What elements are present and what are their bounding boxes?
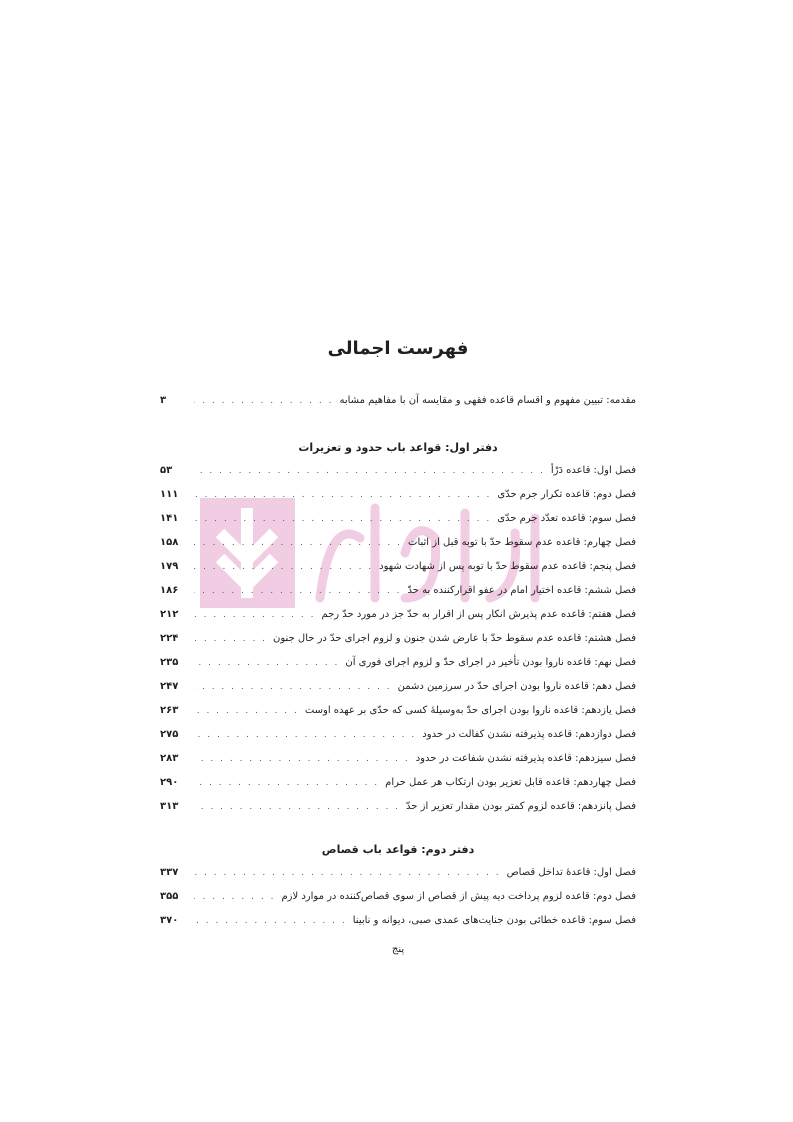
toc-entry-page: ۵۳ bbox=[160, 465, 173, 476]
toc-entry-label: فصل نهم: قاعده ناروا بودن تأخیر در اجرای حدّ و لزوم اجرای فوری آن bbox=[345, 657, 636, 668]
toc-entry[interactable] bbox=[160, 583, 636, 599]
dot-leader bbox=[194, 751, 410, 767]
toc-entry-label: فصل دوم: قاعده لزوم پرداخت دیه پیش از قصاص از سوی قصاص‌کننده در موارد لازم bbox=[281, 891, 636, 902]
dot-leader bbox=[194, 655, 339, 671]
toc-entry-label: فصل چهاردهم: قاعده قابل تعزیر بودن ارتکاب هر عمل حرام bbox=[385, 777, 636, 788]
toc-entry-label: فصل دهم: قاعده ناروا بودن اجرای حدّ در سرزمین دشمن bbox=[397, 681, 636, 692]
dot-leader bbox=[194, 799, 400, 815]
page-title: فهرست اجمالی bbox=[327, 338, 469, 359]
toc-entry-page: ۱۸۶ bbox=[160, 585, 179, 596]
toc-entry[interactable] bbox=[160, 535, 636, 551]
toc-entry-label: فصل هشتم: قاعده عدم سقوط حدّ با عارض شدن جنون و لزوم اجرای حدّ در حال جنون bbox=[273, 633, 636, 644]
toc-entry-label: فصل اول: قاعده دَرْأ bbox=[550, 465, 636, 476]
toc-entry[interactable] bbox=[160, 607, 636, 623]
toc-entry-page: ۲۷۵ bbox=[160, 729, 179, 740]
toc-entry-page: ۲۳۵ bbox=[160, 657, 179, 668]
toc-entry-page: ۲۲۴ bbox=[160, 633, 179, 644]
dot-leader bbox=[194, 865, 501, 881]
toc-entry-page: ۱۵۸ bbox=[160, 537, 179, 548]
dot-leader bbox=[194, 727, 416, 743]
toc-entry-page: ۱۷۹ bbox=[160, 561, 179, 572]
toc-entry-page: ۲۱۲ bbox=[160, 609, 179, 620]
toc-entry-page: ۳۳۷ bbox=[160, 867, 179, 878]
toc-entry-label: فصل سوم: قاعده تعدّد جرم حدّی bbox=[497, 513, 636, 524]
toc-entry-page: ۲۶۳ bbox=[160, 705, 179, 716]
toc-entry[interactable] bbox=[160, 511, 636, 527]
toc-entry[interactable] bbox=[160, 751, 636, 767]
toc-entry-page: ۳ bbox=[160, 395, 167, 406]
toc-entry-page: ۱۴۱ bbox=[160, 513, 179, 524]
dot-leader bbox=[194, 535, 402, 551]
toc-entry-label: فصل سیزدهم: قاعده پذیرفته نشدن شفاعت در حدود bbox=[415, 753, 636, 764]
toc-entry-label: فصل ششم: قاعده اختیار امام در عفو اقرارکننده به حدّ bbox=[407, 585, 636, 596]
toc-entry-page: ۲۹۰ bbox=[160, 777, 179, 788]
toc-entry-label: مقدمه: تبیین مفهوم و اقسام قاعده فقهی و مقایسه آن با مفاهیم مشابه bbox=[339, 395, 636, 406]
toc-entry[interactable] bbox=[160, 727, 636, 743]
toc-entry-label: فصل هفتم: قاعده عدم پذیرش انکار پس از اقرار به حدّ جز در مورد حدّ رجم bbox=[321, 609, 636, 620]
toc-entry-label: فصل سوم: قاعده خطائی بودن جنایت‌های عمدی صبی، دیوانه و نابینا bbox=[352, 915, 636, 926]
toc-entry[interactable] bbox=[160, 799, 636, 815]
dot-leader bbox=[194, 511, 491, 527]
toc-entry-page: ۳۵۵ bbox=[160, 891, 179, 902]
toc-entry[interactable] bbox=[160, 913, 636, 929]
dot-leader bbox=[194, 913, 347, 929]
dot-leader bbox=[194, 679, 392, 695]
toc-entry-label: فصل پنجم: قاعده عدم سقوط حدّ با توبه پس از شهادت شهود bbox=[379, 561, 636, 572]
toc-entry-label: فصل دوم: قاعده تکرار جرم حدّی bbox=[497, 489, 636, 500]
toc-entry[interactable] bbox=[160, 463, 636, 479]
toc-entry-label: فصل یازدهم: قاعده ناروا بودن اجرای حدّ به‌وسیلهٔ کسی که حدّی بر عهده اوست bbox=[304, 705, 636, 716]
dot-leader bbox=[194, 583, 401, 599]
toc-entry[interactable] bbox=[160, 631, 636, 647]
page-number: پنج bbox=[391, 944, 405, 955]
toc-entry-page: ۲۴۷ bbox=[160, 681, 179, 692]
dot-leader bbox=[194, 393, 333, 409]
part2-heading: دفتر دوم: قواعد باب قصاص bbox=[321, 843, 475, 856]
dot-leader bbox=[194, 559, 373, 575]
toc-entry[interactable] bbox=[160, 559, 636, 575]
toc-entry[interactable] bbox=[160, 487, 636, 503]
part1-heading: دفتر اول: قواعد باب حدود و تعزیرات bbox=[298, 441, 498, 454]
toc-entry-page: ۳۷۰ bbox=[160, 915, 179, 926]
dot-leader bbox=[194, 775, 379, 791]
toc-entry[interactable] bbox=[160, 655, 636, 671]
dot-leader bbox=[194, 631, 267, 647]
toc-entry-page: ۳۱۳ bbox=[160, 801, 179, 812]
toc-entry[interactable] bbox=[160, 703, 636, 719]
dot-leader bbox=[194, 703, 299, 719]
toc-entry[interactable] bbox=[160, 889, 636, 905]
toc-entry[interactable] bbox=[160, 679, 636, 695]
toc-entry-page: ۱۱۱ bbox=[160, 489, 179, 500]
toc-entry-page: ۲۸۳ bbox=[160, 753, 179, 764]
toc-entry[interactable] bbox=[160, 865, 636, 881]
dot-leader bbox=[194, 607, 315, 623]
toc-entry-label: فصل پانزدهم: قاعده لزوم کمتر بودن مقدار تعزیر از حدّ bbox=[406, 801, 636, 812]
dot-leader bbox=[194, 889, 275, 905]
toc-entry-label: فصل اول: قاعدهٔ تداخل قصاص bbox=[506, 867, 636, 878]
toc-entry-label: فصل دوازدهم: قاعده پذیرفته نشدن کفالت در حدود bbox=[422, 729, 636, 740]
toc-entry-label: فصل چهارم: قاعده عدم سقوط حدّ با توبه قبل از اثبات bbox=[408, 537, 636, 548]
toc-entry-intro[interactable] bbox=[160, 393, 636, 409]
toc-entry[interactable] bbox=[160, 775, 636, 791]
dot-leader bbox=[194, 463, 545, 479]
dot-leader bbox=[194, 487, 491, 503]
